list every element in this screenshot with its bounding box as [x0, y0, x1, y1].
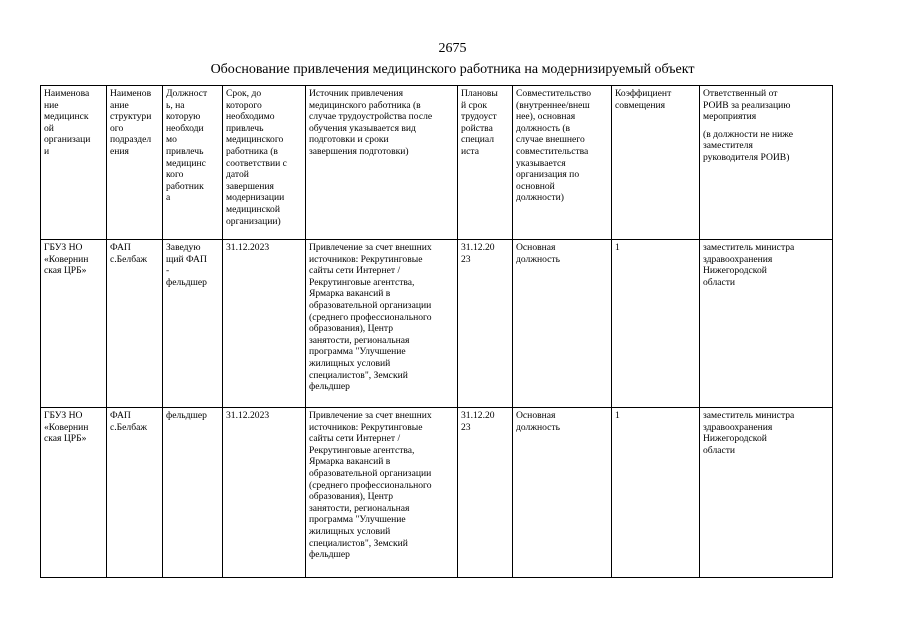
cell-responsible: заместитель министра здравоохранения Нижегородской области: [700, 408, 833, 578]
cell-source: Привлечение за счет внешних источников: Рекрутинговые сайты сети Интернет / Рекрутинговые агентства, Ярмарка вакансий в образовательной организации (среднего профессионального образования), Центр занятости, региональная программа "Улучшение жилищных условий специалистов", Земский фельдшер: [306, 240, 458, 408]
cell-position: Заведую щий ФАП - фельдшер: [163, 240, 223, 408]
justification-table: [40, 85, 833, 578]
header-planned-date: Плановы й срок трудоуст ройства специал иста: [458, 86, 513, 240]
header-position: Должност ь, на которую необходи мо привлечь медицинс кого работник а: [163, 86, 223, 240]
cell-planned-date: 31.12.20 23: [458, 240, 513, 408]
cell-unit: ФАП с.Белбаж: [107, 240, 163, 408]
header-combination: Совместительство (внутреннее/внеш нее), основная должность (в случае внешнего совместительства указывается организация по основной должности): [513, 86, 612, 240]
cell-source: Привлечение за счет внешних источников: Рекрутинговые сайты сети Интернет / Рекрутинговые агентства, Ярмарка вакансий в образовательной организации (среднего профессионального образования), Центр занятости, региональная программа "Улучшение жилищных условий специалистов", Земский фельдшер: [306, 408, 458, 578]
page-number: 2675: [438, 41, 467, 56]
cell-unit: ФАП с.Белбаж: [107, 408, 163, 578]
table-row: [41, 408, 833, 578]
header-responsible-main: Ответственный от РОИВ за реализацию мероприятия: [703, 88, 791, 123]
cell-position: фельдшер: [163, 408, 223, 578]
cell-combination: Основная должность: [513, 240, 612, 408]
header-unit: Наименов ание структури ого подраздел ения: [107, 86, 163, 240]
cell-combination: Основная должность: [513, 408, 612, 578]
cell-deadline: 31.12.2023: [223, 240, 306, 408]
cell-coefficient: 1: [612, 408, 700, 578]
cell-coefficient: 1: [612, 240, 700, 408]
document-title: Обоснование привлечения медицинского работника на модернизируемый объект: [210, 62, 695, 77]
header-source: Источник привлечения медицинского работника (в случае трудоустройства после обучения указывается вид подготовки и сроки завершения подготовки): [306, 86, 458, 240]
header-deadline: Срок, до которого необходимо привлечь медицинского работника (в соответствии с датой завершения модернизации медицинской организации): [223, 86, 306, 240]
cell-org: ГБУЗ НО «Ковернин ская ЦРБ»: [41, 408, 107, 578]
header-responsible-note: (в должности не ниже заместителя руководителя РОИВ): [703, 128, 794, 163]
cell-planned-date: 31.12.20 23: [458, 408, 513, 578]
cell-org: ГБУЗ НО «Ковернин ская ЦРБ»: [41, 240, 107, 408]
header-responsible: [700, 86, 833, 240]
header-org: Наименова ние медицинск ой организаци и: [41, 86, 107, 240]
cell-responsible: заместитель министра здравоохранения Нижегородской области: [700, 240, 833, 408]
cell-deadline: 31.12.2023: [223, 408, 306, 578]
table-row: [41, 240, 833, 408]
header-coefficient: Коэффициент совмещения: [612, 86, 700, 240]
table-header-row: [41, 86, 833, 240]
